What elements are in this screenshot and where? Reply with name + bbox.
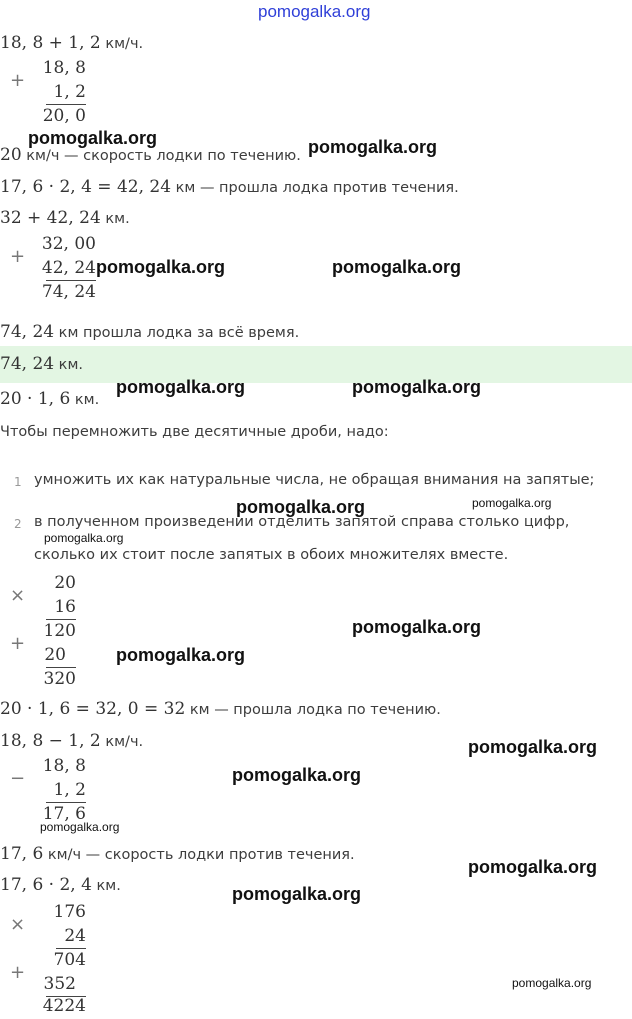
watermark: pomogalka.org <box>332 257 462 277</box>
line-text: км. <box>91 878 121 894</box>
watermark: pomogalka.org <box>28 128 158 148</box>
operand-1: 32, 00 <box>41 234 96 254</box>
math-expr: 18, 8 − 1, 2 <box>0 731 101 751</box>
line-text: км/ч. <box>100 36 144 52</box>
watermark: pomogalka.org <box>352 617 482 637</box>
times-operator: × <box>10 914 26 935</box>
equation-line-10 <box>0 875 121 895</box>
operand-1: 18, 8 <box>42 756 86 776</box>
equation-line-9 <box>0 844 355 864</box>
line-text: км/ч — скорость лодки по течению. <box>21 148 301 164</box>
math-expr: 32 + 42, 24 <box>0 208 101 228</box>
watermark: pomogalka.org <box>472 496 552 510</box>
line-text: км прошла лодка за всё время. <box>54 325 300 341</box>
watermark: pomogalka.org <box>96 257 226 277</box>
sum-rule <box>46 280 96 281</box>
answer-line <box>0 354 83 374</box>
list-item-text: умножить их как натуральные числа, не обращая внимания на запятые; <box>34 472 595 488</box>
math-expr: 74, 24 <box>0 354 55 374</box>
watermark: pomogalka.org <box>232 765 362 785</box>
minus-operator: − <box>10 768 26 789</box>
math-expr: 17, 6 <box>0 844 44 864</box>
diff-result: 17, 6 <box>42 804 86 824</box>
plus-operator: + <box>10 962 26 983</box>
partial-2: 352 <box>43 974 76 994</box>
line-text: км/ч — скорость лодки против течения. <box>43 847 355 863</box>
product-result: 4224 <box>42 996 86 1016</box>
operand-1: 20 <box>54 573 76 593</box>
equation-line-7 <box>0 699 441 719</box>
product-rule <box>56 948 86 949</box>
operand-2: 1, 2 <box>53 82 86 102</box>
line-text: км. <box>54 357 83 373</box>
equation-line-6 <box>0 389 99 409</box>
math-expr: 20 · 1, 6 = 32, 0 = 32 <box>0 699 186 719</box>
equation-line-1 <box>0 33 143 53</box>
equation-line-8 <box>0 731 143 751</box>
math-expr: 17, 6 · 2, 4 = 42, 24 <box>0 177 172 197</box>
partial-1: 704 <box>53 950 86 970</box>
sum-rule <box>46 104 86 105</box>
list-number: 1 <box>14 475 22 489</box>
sum-result: 74, 24 <box>41 282 96 302</box>
math-expr: 18, 8 + 1, 2 <box>0 33 101 53</box>
watermark: pomogalka.org <box>352 377 482 397</box>
rule-intro: Чтобы перемножить две десятичные дроби, надо: <box>0 424 389 440</box>
line-text: км — прошла лодка по течению. <box>185 702 441 718</box>
line-text: км. <box>100 211 130 227</box>
watermark: pomogalka.org <box>116 645 246 665</box>
math-expr: 20 <box>0 145 22 165</box>
equation-line-5 <box>0 322 299 342</box>
operand-2: 1, 2 <box>53 780 86 800</box>
answer-highlight <box>0 346 632 383</box>
product-rule <box>46 619 76 620</box>
site-header-link[interactable]: pomogalka.org <box>258 2 371 21</box>
plus-operator: + <box>10 633 26 654</box>
operand-1: 18, 8 <box>42 58 86 78</box>
partial-1: 120 <box>43 621 76 641</box>
sum-rule <box>46 667 76 668</box>
math-expr: 74, 24 <box>0 322 55 342</box>
partial-2: 20 <box>44 645 66 665</box>
diff-rule <box>46 802 86 803</box>
operand-2: 42, 24 <box>41 258 96 278</box>
math-expr: 17, 6 · 2, 4 <box>0 875 92 895</box>
watermark: pomogalka.org <box>468 857 598 877</box>
times-operator: × <box>10 585 26 606</box>
plus-operator: + <box>10 246 26 267</box>
plus-operator: + <box>10 70 26 91</box>
line-text: км — прошла лодка против течения. <box>171 180 459 196</box>
watermark: pomogalka.org <box>44 531 124 545</box>
math-expr: 20 · 1, 6 <box>0 389 71 409</box>
list-number: 2 <box>14 517 22 531</box>
line-text: км. <box>70 392 100 408</box>
watermark: pomogalka.org <box>512 976 592 990</box>
product-result: 320 <box>43 669 76 689</box>
sum-result: 20, 0 <box>42 106 86 126</box>
watermark: pomogalka.org <box>232 884 362 904</box>
watermark: pomogalka.org <box>308 137 438 157</box>
operand-1: 176 <box>53 902 86 922</box>
line-text: км/ч. <box>100 734 144 750</box>
operand-2: 16 <box>54 597 76 617</box>
watermark: pomogalka.org <box>40 820 120 834</box>
list-item-text-cont: сколько их стоит после запятых в обоих множителях вместе. <box>34 547 509 563</box>
watermark: pomogalka.org <box>468 737 598 757</box>
watermark: pomogalka.org <box>236 497 366 517</box>
equation-line-3 <box>0 177 459 197</box>
equation-line-4 <box>0 208 130 228</box>
operand-2: 24 <box>64 926 86 946</box>
watermark: pomogalka.org <box>116 377 246 397</box>
list-item-text: в полученном произведении отделить запятой справа столько цифр, <box>34 514 570 530</box>
